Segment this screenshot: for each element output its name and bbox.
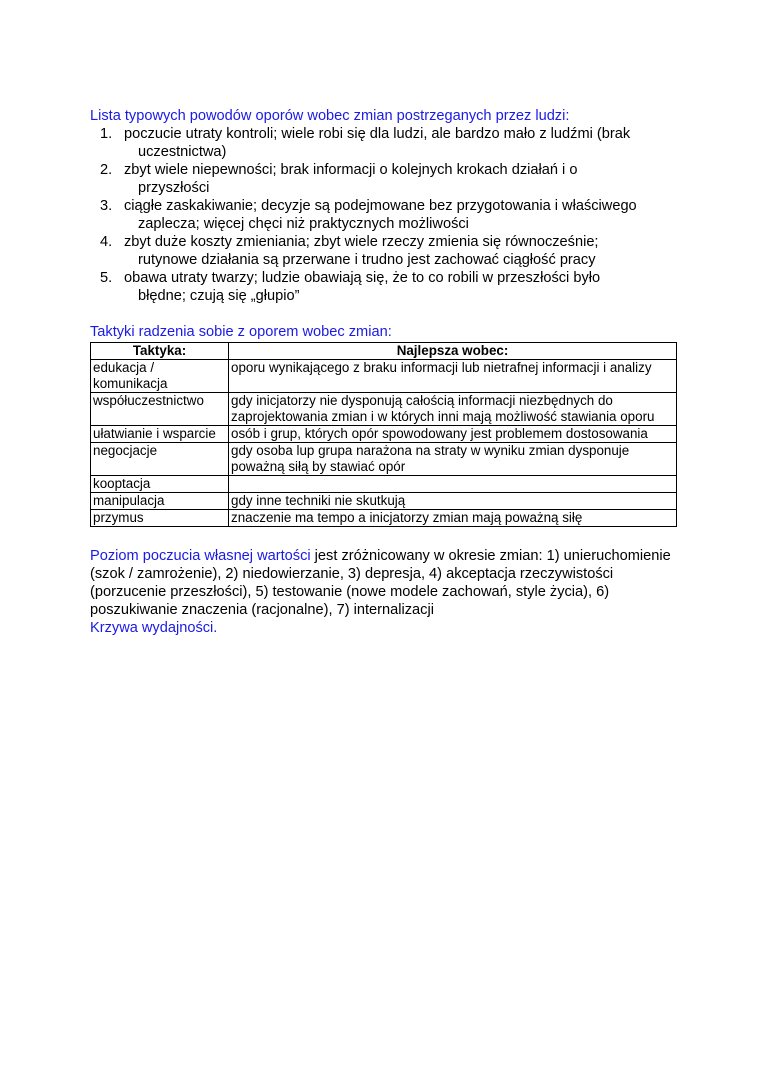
tactic-cell: manipulacja (91, 493, 229, 510)
best-against-cell: osób i grup, których opór spowodowany jest problemem dostosowania (229, 426, 677, 443)
tactic-cell: przymus (91, 510, 229, 527)
list-item (90, 233, 680, 269)
self-worth-paragraph (90, 547, 680, 619)
reasons-list (90, 125, 680, 305)
table-row (91, 360, 677, 393)
column-header-tactic: Taktyka: (91, 343, 229, 360)
tactics-table (90, 342, 677, 527)
list-item-continuation: błędne; czują się „głupio” (138, 288, 300, 304)
list-item (90, 161, 680, 197)
list-item-number: 1. (100, 126, 113, 142)
list-item-continuation: uczestnictwa) (138, 144, 227, 160)
best-against-cell: gdy inne techniki nie skutkują (229, 493, 677, 510)
best-against-cell: gdy osoba lup grupa narażona na straty w wyniku zmian dysponuje poważną siłą by stawiać opór (229, 443, 677, 476)
document-page (90, 107, 680, 637)
list-item-number: 2. (100, 162, 113, 178)
list-item (90, 269, 680, 305)
best-against-cell: oporu wynikającego z braku informacji lub nietrafnej informacji i analizy (229, 360, 677, 393)
list-item-text: obawa utraty twarzy; ludzie obawiają się, że to co robili w przeszłości było (124, 270, 601, 286)
table-row (91, 426, 677, 443)
table-row (91, 510, 677, 527)
tactic-cell: współuczestnictwo (91, 393, 229, 426)
column-header-best-against: Najlepsza wobec: (229, 343, 677, 360)
list-item-number: 4. (100, 234, 113, 250)
list-item-text: zbyt wiele niepewności; brak informacji o kolejnych krokach działań i o (124, 162, 578, 178)
list-item (90, 197, 680, 233)
list-item-continuation: rutynowe działania są przerwane i trudno jest zachować ciągłość pracy (138, 252, 596, 268)
table-row (91, 493, 677, 510)
tactics-title: Taktyki radzenia sobie z oporem wobec zmian: (90, 324, 392, 340)
list-item-continuation: zaplecza; więcej chęci niż praktycznych możliwości (138, 216, 469, 232)
table-header-row (91, 343, 677, 360)
tactic-cell: negocjacje (91, 443, 229, 476)
list-item-number: 3. (100, 198, 113, 214)
best-against-cell (229, 476, 677, 493)
list-item-text: ciągłe zaskakiwanie; decyzje są podejmowane bez przygotowania i właściwego (124, 198, 637, 214)
best-against-cell: znaczenie ma tempo a inicjatorzy zmian mają poważną siłę (229, 510, 677, 527)
tactic-cell: edukacja / komunikacja (91, 360, 229, 393)
table-row (91, 476, 677, 493)
tactic-cell: kooptacja (91, 476, 229, 493)
list-item-number: 5. (100, 270, 113, 286)
performance-curve-line: Krzywa wydajności. (90, 620, 218, 636)
list-item-text: poczucie utraty kontroli; wiele robi się dla ludzi, ale bardzo mało z ludźmi (brak (124, 126, 631, 142)
list-item (90, 125, 680, 161)
reasons-title: Lista typowych powodów oporów wobec zmian postrzeganych przez ludzi: (90, 108, 570, 124)
self-worth-highlight: Poziom poczucia własnej wartości (90, 548, 311, 564)
list-item-continuation: przyszłości (138, 180, 210, 196)
tactic-cell: ułatwianie i wsparcie (91, 426, 229, 443)
best-against-cell: gdy inicjatorzy nie dysponują całością informacji niezbędnych do zaprojektowania zmian i w których inni mają możliwość stawiania oporu (229, 393, 677, 426)
table-row (91, 443, 677, 476)
self-worth-text: jest zróżnicowany w okresie zmian: 1) unieruchomienie (szok / zamrożenie), 2) niedowierzanie, 3) depresja, 4) akceptacja rzeczywistości (porzucenie przeszłości), 5) testowanie (nowe modele zachowań, style życia), 6) poszukiwanie znaczenia (racjonalne), 7) internalizacji (90, 548, 671, 618)
list-item-text: zbyt duże koszty zmieniania; zbyt wiele rzeczy zmienia się równocześnie; (124, 234, 599, 250)
table-row (91, 393, 677, 426)
